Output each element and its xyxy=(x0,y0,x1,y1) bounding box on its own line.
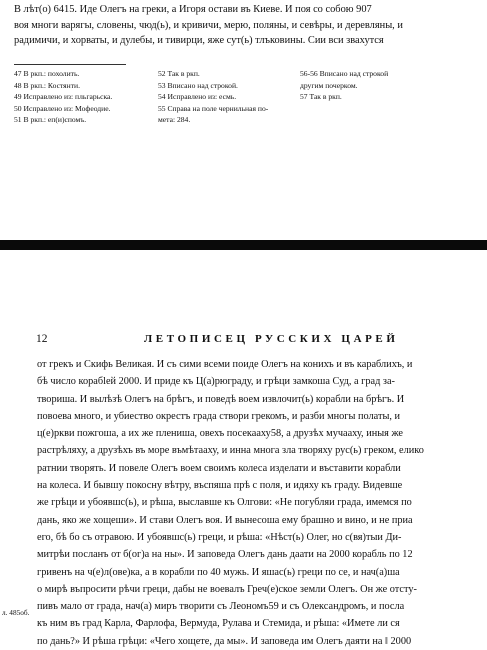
text-line: его, бѣ бо съ отравою. И убоявшс(ь) греци, и рѣша: «Нѣст(ь) Олег, но с(вя)тыи Ди- xyxy=(37,531,402,543)
text-line: къ ним въ град Карла, Фарлофа, Вермуда, Рулава и Стемида, и рѣша: «Имете ли ся xyxy=(37,618,400,630)
top-page-text xyxy=(14,2,472,49)
text-line: воя многи варягы, словены, чюд(ь), и кривичи, мерю, поляны, и севѣры, и деревляны, и xyxy=(14,19,403,31)
page-number: 12 xyxy=(36,333,48,345)
page-header xyxy=(36,333,476,349)
footnote: 55 Справа на поле чернильная по- xyxy=(158,103,269,113)
margin-note: л. 485об. xyxy=(2,608,30,617)
footnote: 48 В ркп.: Костянти. xyxy=(14,80,81,90)
footnote: 49 Исправлено из: пльгарьска. xyxy=(14,92,113,102)
top-page xyxy=(0,0,487,240)
running-title: ЛЕТОПИСЕЦ РУССКИХ ЦАРЕЙ xyxy=(144,333,399,345)
text-line: В лѣт(о) 6415. Иде Олегъ на греки, а Игоря остави въ Киеве. И поя со собою 907 xyxy=(14,4,372,15)
text-line: радимичи, и хорваты, и дулебы, и тивирци, яже сут(ь) тлъковины. Сии вси звахутся xyxy=(14,35,384,46)
body-text xyxy=(37,356,473,650)
text-line: о мирѣ въпросити рѣчи греци, дабы не воевалъ Греч(е)ское земли Олегъ. Он же отсту- xyxy=(37,583,417,595)
bottom-page xyxy=(0,250,487,647)
footnote: 56-56 Вписано над строкой xyxy=(300,69,389,78)
footnotes-column-2 xyxy=(158,68,296,126)
page-separator-band xyxy=(0,240,487,250)
text-line: ратнии творять. И повеле Олегъ воем своимъ колеса изделати и въставити корабли xyxy=(37,462,401,474)
text-line: дань, яко же хощеши». И стави Олегъ воя. И вынесоша ему брашно и вино, и не приа xyxy=(37,514,413,526)
text-line: бѣ число корабleй 2000. И приде къ Ц(а)рюграду, и грѣци замкоша Суд, а град за- xyxy=(37,376,395,388)
text-line: пивъ мало от града, нач(а) миръ творити съ Леономъ59 и съ Олександромъ, и посла xyxy=(37,601,405,613)
footnote: 54 Исправлено из: есмь. xyxy=(158,92,237,102)
footnote: 57 Так в ркп. xyxy=(300,92,342,102)
text-line: твориша. И вылѣзѣ Олегъ на брѣгъ, и поведѣ воем извлочит(ь) корабли на брѣгъ. И xyxy=(37,393,405,405)
text-line: же грѣци и убоявшс(ь), и рѣша, выславше къ Олгови: «Не погубляи града, имемся по xyxy=(37,497,412,509)
text-line: повоева много, и убиество окрестъ града створи грекомъ, и разби многы полаты, и xyxy=(37,410,401,422)
text-line: ц(е)ркви пожгоша, а их же плениша, овехъ посекааху58, а друзѣх мучааху, иныя же xyxy=(37,428,403,440)
footnotes-column-1 xyxy=(14,68,154,126)
footnote: 53 Вписано над строкой. xyxy=(158,80,238,90)
footnote: 51 В ркп.: еп(и)спомъ. xyxy=(14,115,87,125)
footnote: 50 Исправлено из: Мофеодие. xyxy=(14,103,111,113)
text-line: митрѣи посланъ от б(ог)а на ны». И заповеда Олегъ дань даати на 2000 корабль по 12 xyxy=(37,549,413,561)
text-line: гривенъ на ч(е)л(ове)ка, а в корабли по 40 мужь. И яшас(ь) греци по се, и нач(а)ша xyxy=(37,566,400,578)
text-line: от грекъ и Скифь Великая. И съ сими всеми поиде Олегъ на конихъ и въ караблихъ, и xyxy=(37,359,413,370)
footnote-rule xyxy=(14,64,126,65)
text-line: по дань?» И рѣша грѣци: «Чего хощете, да мы». И заповеда им Олегъ даяти на ‖ 2000 xyxy=(37,635,412,647)
text-line: на колеса. И бывшу покосну вѣтру, въспяша прѣ с поля, и идяху къ граду. Видевше xyxy=(37,480,403,492)
footnote: мета: 284. xyxy=(158,115,191,125)
footnotes-column-3 xyxy=(300,68,480,103)
footnote: 52 Так в ркп. xyxy=(158,69,200,78)
text-line: растрѣляху, а друзѣхъ въ море въмѣтааху, и инна многа зла творяху рус(ь) греком, елико xyxy=(37,445,424,457)
footnote: другим почерком. xyxy=(300,80,358,90)
footnote: 47 В ркп.: похолить. xyxy=(14,69,80,78)
